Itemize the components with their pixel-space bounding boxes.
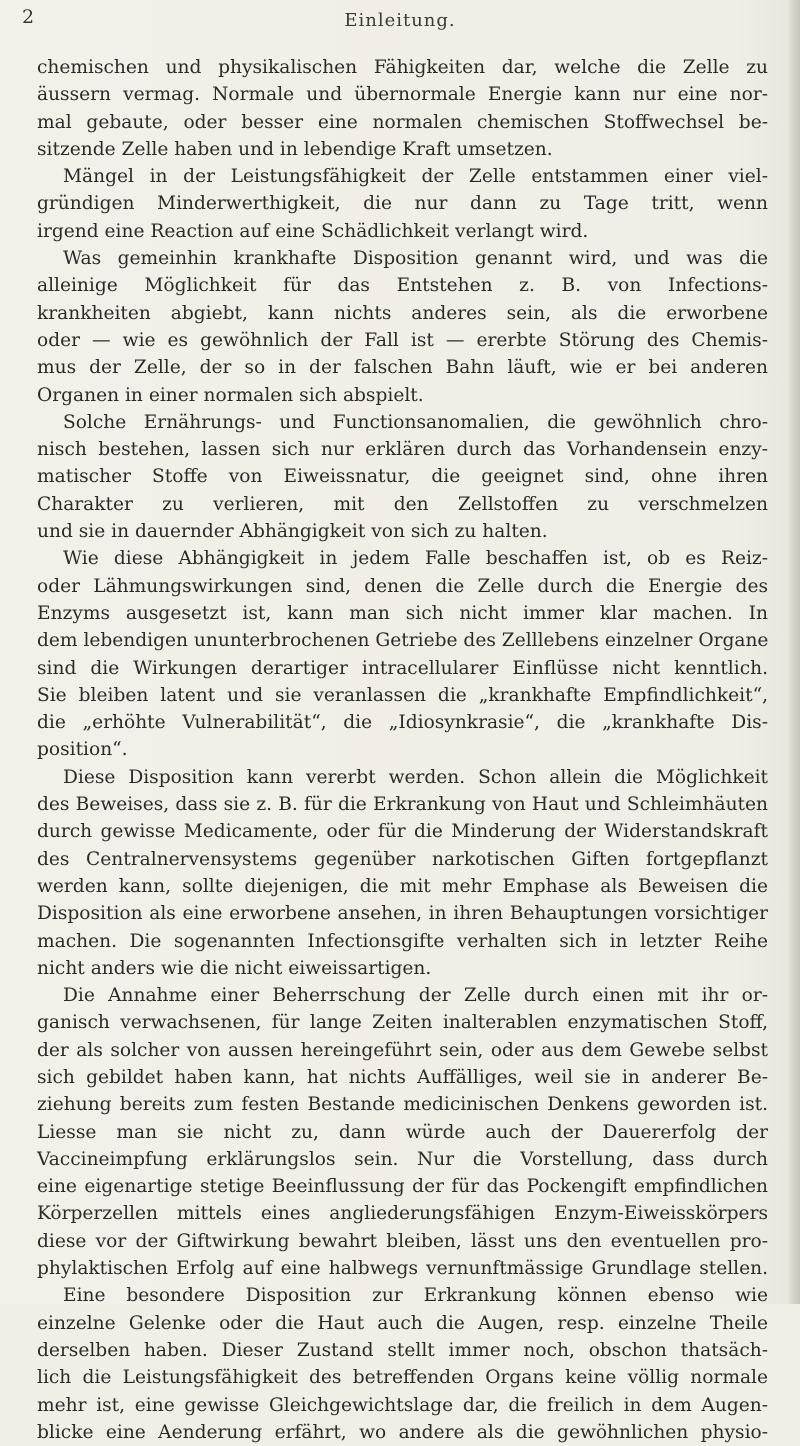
text-line: mal gebaute, oder besser eine normalen chemischen Stoffwechsel be-	[37, 111, 768, 133]
text-line: mehr ist, eine gewisse Gleichgewichtslage dar, die freilich in dem Augen-	[37, 1394, 768, 1416]
text-line: Eine besondere Disposition zur Erkrankung können ebenso wie	[63, 1285, 768, 1307]
text-line: sitzende Zelle haben und in lebendige Kraft umsetzen.	[37, 138, 553, 160]
body-text	[37, 54, 768, 1446]
text-line: position“.	[37, 739, 128, 761]
text-line: der als solcher von aussen hereingeführt sein, oder aus dem Gewebe selbst	[37, 1039, 768, 1061]
text-line: derselben haben. Dieser Zustand stellt immer noch, obschon thatsäch-	[37, 1339, 768, 1361]
text-line: matischer Stoffe von Eiweissnatur, die geeignet sind, ohne ihren	[37, 466, 768, 488]
page-edge-shadow	[786, 0, 800, 1304]
text-line: oder Lähmungswirkungen sind, denen die Zelle durch die Energie des	[37, 575, 768, 597]
text-line: ziehung bereits zum festen Bestande medicinischen Denkens geworden ist.	[37, 1094, 768, 1116]
text-line: Enzyms ausgesetzt ist, kann man sich nicht immer klar machen. In	[37, 602, 768, 624]
text-line: irgend eine Reaction auf eine Schädlichkeit verlangt wird.	[37, 220, 589, 242]
text-line: dem lebendigen ununterbrochenen Getriebe des Zelllebens einzelner Organe	[37, 630, 769, 652]
running-title: Einleitung.	[344, 10, 456, 31]
text-line: Sie bleiben latent und sie veranlassen die „krankhafte Empfindlichkeit“,	[37, 684, 768, 706]
text-line: lich die Leistungsfähigkeit des betreffenden Organs keine völlig normale	[37, 1367, 768, 1389]
text-line: ganisch verwachsenen, für lange Zeiten inalterablen enzymatischen Stoff,	[37, 1012, 768, 1034]
text-line: werden kann, sollte diejenigen, die mit mehr Emphase als Beweisen die	[37, 875, 768, 897]
text-line: einzelne Gelenke oder die Haut auch die Augen, resp. einzelne Theile	[37, 1312, 768, 1334]
text-line: Diese Disposition kann vererbt werden. Schon allein die Möglichkeit	[63, 766, 768, 788]
text-line: Disposition als eine erworbene ansehen, in ihren Behauptungen vorsichtiger	[37, 903, 768, 925]
text-line: Die Annahme einer Beherrschung der Zelle durch einen mit ihr or-	[63, 985, 768, 1007]
text-line: mus der Zelle, der so in der falschen Bahn läuft, wie er bei anderen	[37, 357, 768, 379]
page-number: 2	[22, 6, 36, 28]
text-line: chemischen und physikalischen Fähigkeiten dar, welche die Zelle zu	[37, 57, 768, 78]
text-line: Wie diese Abhängigkeit in jedem Falle beschaffen ist, ob es Reiz-	[63, 548, 768, 570]
text-line: sind die Wirkungen derartiger intracellularer Einflüsse nicht kenntlich.	[37, 657, 768, 679]
text-line: machen. Die sogenannten Infectionsgifte verhalten sich in letzter Reihe	[37, 930, 768, 952]
text-line: die „erhöhte Vulnerabilität“, die „Idiosynkrasie“, die „krankhafte Dis-	[37, 712, 768, 734]
text-line: Mängel in der Leistungsfähigkeit der Zelle entstammen einer viel-	[63, 166, 768, 188]
text-line: diese vor der Giftwirkung bewahrt bleiben, lässt uns den eventuellen pro-	[37, 1230, 768, 1252]
text-line: oder — wie es gewöhnlich der Fall ist — ererbte Störung des Chemis-	[37, 329, 768, 351]
text-line: alleinige Möglichkeit für das Entstehen z. B. von Infections-	[37, 275, 768, 297]
text-line: eine eigenartige stetige Beeinflussung der für das Pockengift empfindlichen	[37, 1176, 768, 1198]
text-line: äussern vermag. Normale und übernormale Energie kann nur eine nor-	[37, 84, 768, 106]
text-line: phylaktischen Erfolg auf eine halbwegs vernunftmässige Grundlage stellen.	[37, 1258, 768, 1280]
text-line: des Centralnervensystems gegenüber narkotischen Giften fortgepflanzt	[37, 848, 768, 870]
text-line: nicht anders wie die nicht eiweissartigen.	[37, 957, 432, 979]
text-line: krankheiten abgiebt, kann nichts anderes sein, als die erworbene	[37, 302, 768, 324]
text-line: gründigen Minderwerthigkeit, die nur dann zu Tage tritt, wenn	[37, 193, 768, 215]
text-line: Was gemeinhin krankhafte Disposition genannt wird, und was die	[63, 248, 768, 270]
text-line: Organen in einer normalen sich abspielt.	[37, 384, 424, 406]
text-line: Vaccineimpfung erklärungslos sein. Nur die Vorstellung, dass durch	[37, 1148, 768, 1170]
text-line: Körperzellen mittels eines angliederungsfähigen Enzym-Eiweisskörpers	[37, 1203, 768, 1225]
text-line: Charakter zu verlieren, mit den Zellstoffen zu verschmelzen	[37, 493, 768, 515]
text-line: des Beweises, dass sie z. B. für die Erkrankung von Haut und Schleimhäuten	[37, 794, 768, 816]
text-line: durch gewisse Medicamente, oder für die Minderung der Widerstandskraft	[37, 821, 768, 843]
text-line: nisch bestehen, lassen sich nur erklären durch das Vorhandensein enzy-	[37, 439, 768, 461]
text-line: blicke eine Aenderung erfährt, wo andere als die gewöhnlichen physio-	[37, 1421, 768, 1443]
text-line: Solche Ernährungs- und Functionsanomalien, die gewöhnlich chro-	[63, 411, 768, 433]
text-line: Liesse man sie nicht zu, dann würde auch der Dauererfolg der	[37, 1121, 768, 1143]
text-line: sich gebildet haben kann, hat nichts Auffälliges, weil sie in anderer Be-	[37, 1066, 768, 1088]
text-line: und sie in dauernder Abhängigkeit von sich zu halten.	[37, 521, 548, 543]
